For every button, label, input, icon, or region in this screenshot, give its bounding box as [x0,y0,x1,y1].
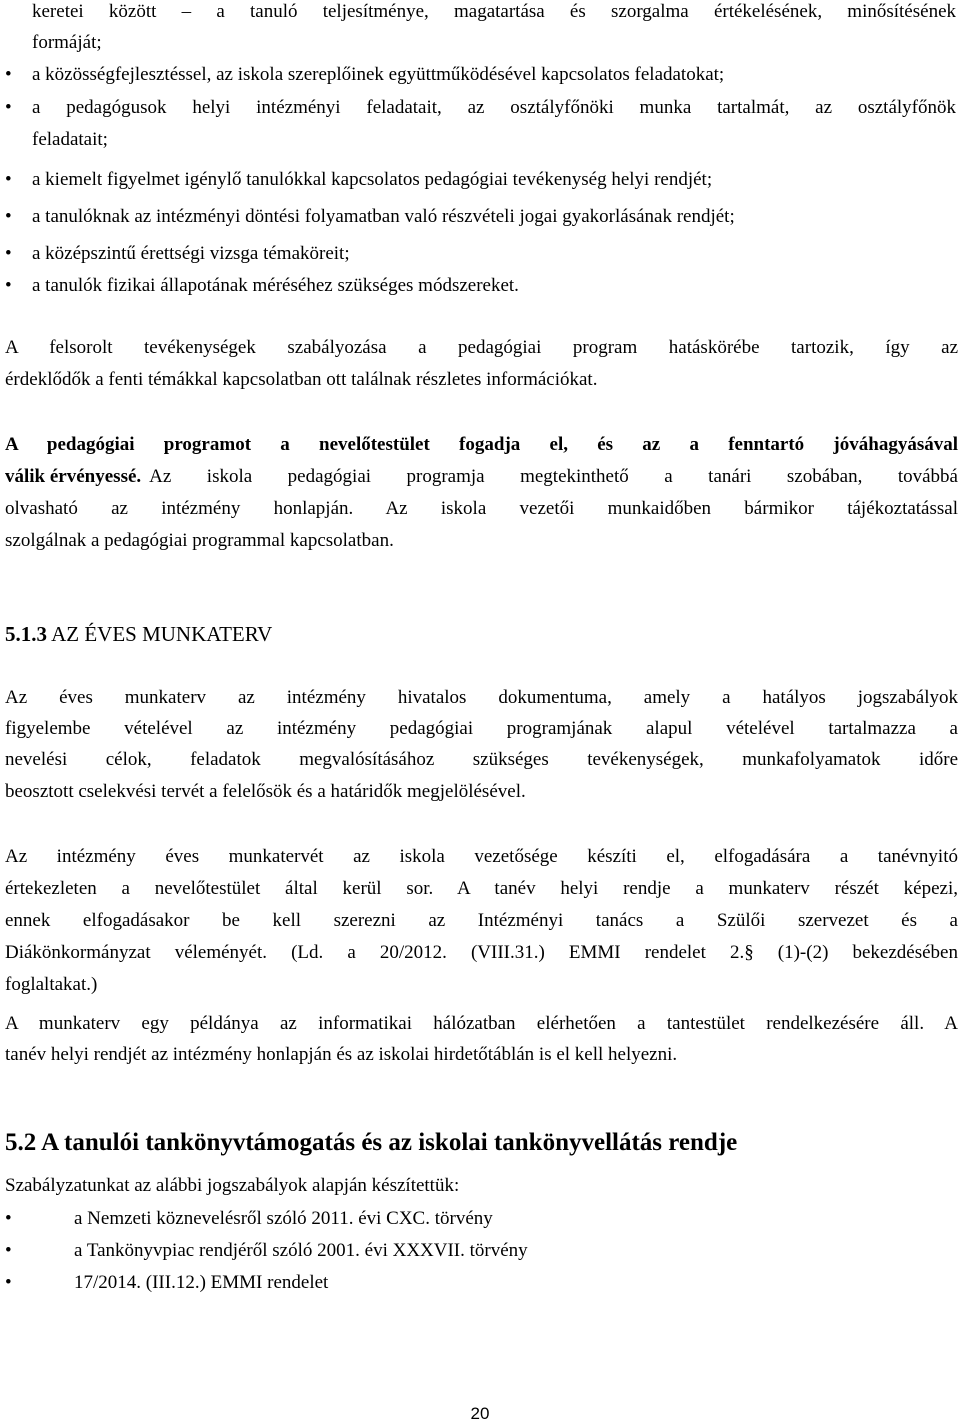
bullet-icon: • [5,169,12,190]
bullet-icon: • [5,97,12,118]
list-item: a Nemzeti köznevelésről szóló 2011. évi CXC. törvény [74,1208,493,1229]
paragraph-line: foglaltakat.) [5,974,98,995]
section-heading [5,621,272,647]
list-item: feladatait; [32,129,108,150]
paragraph-line: A felsorolt tevékenységek szabályozása a pedagógiai program hatáskörébe tartozik, így az [5,337,958,358]
bullet-icon: • [5,275,12,296]
paragraph-line: figyelembe vételével az intézmény pedagógiai programjának alapul vételével tartalmazza a [5,718,958,739]
list-item: a kiemelt figyelmet igénylő tanulókkal kapcsolatos pedagógiai tevékenység helyi rendjét; [32,169,713,190]
paragraph-bold-fragment: válik érvényessé. [5,466,142,487]
paragraph-line [5,465,958,489]
paragraph-bold-line: A pedagógiai programot a nevelőtestület fogadja el, és az a fenntartó jóváhagyásával [5,434,958,455]
paragraph-line: értekezleten a nevelőtestület által kerül sor. A tanév helyi rendje a munkaterv részét képezi, [5,878,958,899]
paragraph-line: A munkaterv egy példánya az informatikai hálózatban elérhetően a tantestület rendelkezésére áll. A [5,1013,958,1034]
paragraph-fragment: Az iskola pedagógiai programja megtekinthető a tanári szobában, továbbá [149,466,958,487]
paragraph-line: Az intézmény éves munkatervét az iskola vezetősége készíti el, elfogadására a tanévnyitó [5,846,958,867]
bullet-icon: • [5,1272,12,1293]
page-number: 20 [470,1404,490,1423]
list-continuation-line: keretei között – a tanuló teljesítménye, magatartása és szorgalma értékelésének, minősítésének [32,1,956,22]
bullet-icon: • [5,1208,12,1229]
list-item: a Tankönyvpiac rendjéről szóló 2001. évi XXXVII. törvény [74,1240,528,1261]
list-item: a tanulók fizikai állapotának méréséhez szükséges módszereket. [32,275,519,296]
paragraph-line: szolgálnak a pedagógiai programmal kapcsolatban. [5,530,394,551]
list-item: a közösségfejlesztéssel, az iskola szereplőinek együttműködésével kapcsolatos feladatokat; [32,64,725,85]
list-item: 17/2014. (III.12.) EMMI rendelet [74,1272,329,1293]
section-title: A tanulói tankönyvtámogatás és az iskolai tankönyvellátás rendje [41,1129,738,1156]
list-continuation-line: formáját; [32,32,102,53]
paragraph-line: Diákönkormányzat véleményét. (Ld. a 20/2012. (VIII.31.) EMMI rendelet 2.§ (1)-(2) bekezdésében [5,942,958,963]
list-item: a középszintű érettségi vizsga témaköreit; [32,243,350,264]
bullet-icon: • [5,243,12,264]
section-heading [5,1128,737,1158]
paragraph-line: érdeklődők a fenti témákkal kapcsolatban ott találnak részletes információkat. [5,369,598,390]
section-number: 5.1.3 [5,622,47,646]
paragraph-line: olvasható az intézmény honlapján. Az iskola vezetői munkaidőben bármikor tájékoztatással [5,498,958,519]
bullet-icon: • [5,206,12,227]
paragraph-line: Az éves munkaterv az intézmény hivatalos dokumentuma, amely a hatályos jogszabályok [5,687,958,708]
paragraph-line: beosztott cselekvési tervét a felelősök és a határidők megjelölésével. [5,781,526,802]
list-item: a pedagógusok helyi intézményi feladatait, az osztályfőnöki munka tartalmát, az osztályfőnök [32,97,956,118]
bullet-icon: • [5,64,12,85]
bullet-icon: • [5,1240,12,1261]
section-number: 5.2 [5,1129,37,1156]
paragraph-line: ennek elfogadásakor be kell szerezni az Intézményi tanács a Szülői szervezet és a [5,910,958,931]
section-title: AZ ÉVES MUNKATERV [51,622,273,646]
list-item: a tanulóknak az intézményi döntési folyamatban való részvételi jogai gyakorlásának rendjét; [32,206,735,227]
paragraph-line: Szabályzatunkat az alábbi jogszabályok alapján készítettük: [5,1175,460,1196]
paragraph-line: tanév helyi rendjét az intézmény honlapján és az iskolai hirdetőtáblán is el kell helyezni. [5,1044,678,1065]
paragraph-line: nevelési célok, feladatok megvalósításához szükséges tevékenységek, munkafolyamatok időre [5,749,958,770]
